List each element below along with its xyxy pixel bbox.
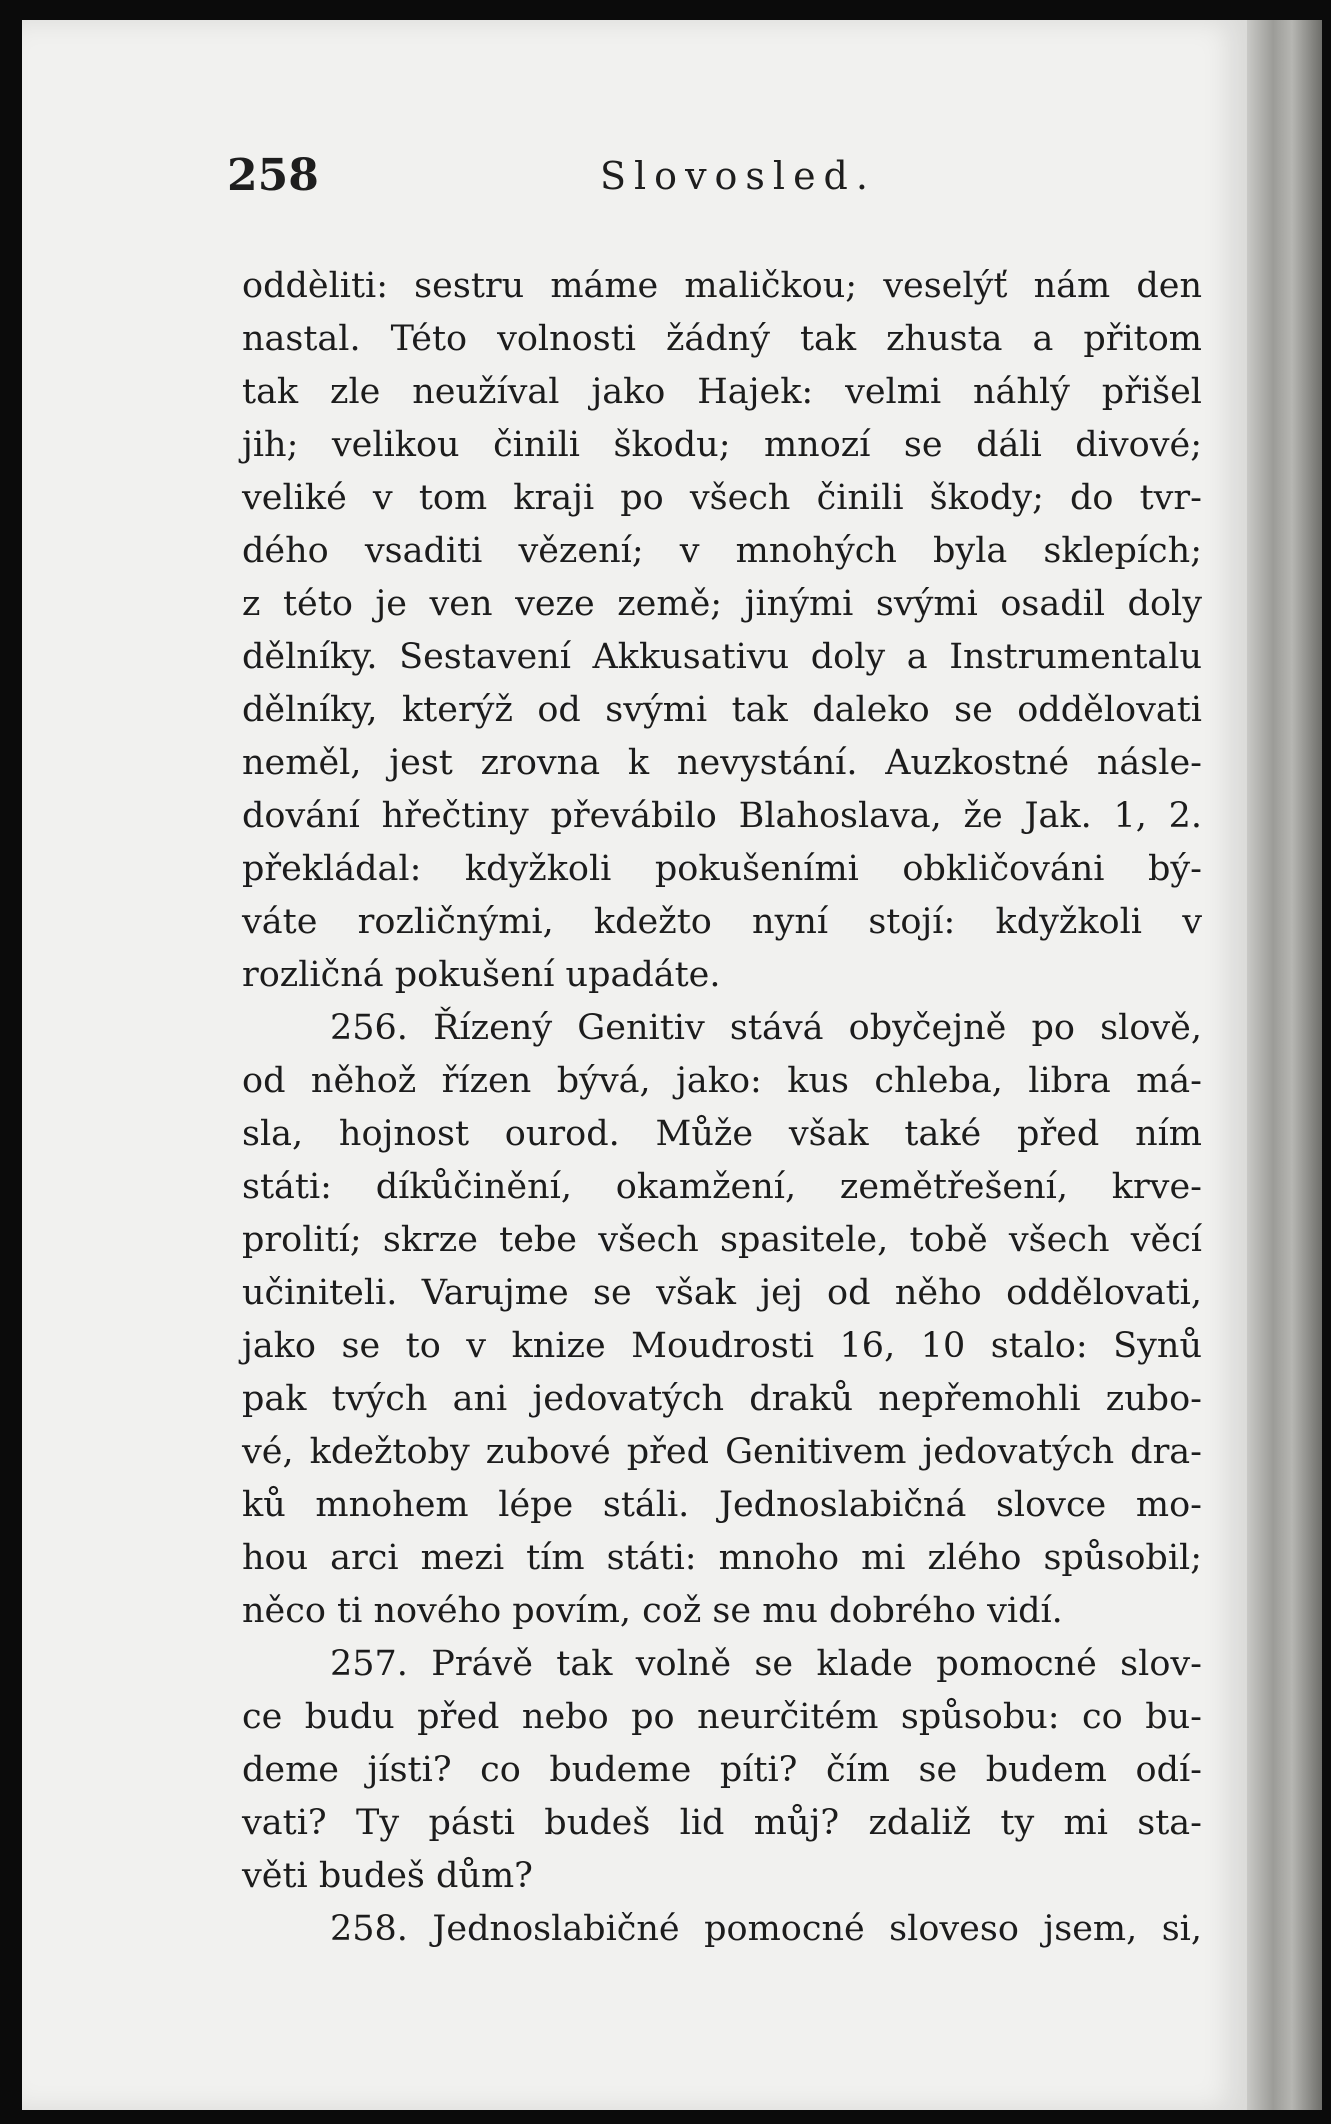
text-line: prolití; skrze tebe všech spasitele, tobě všech věcí: [242, 1220, 1202, 1260]
text-line: dování hřečtiny převábilo Blahoslava, že Jak. 1, 2.: [242, 796, 1202, 836]
text-line: jako se to v knize Moudrosti 16, 10 stalo: Synů: [242, 1326, 1202, 1366]
text-line: od něhož řízen bývá, jako: kus chleba, libra má-: [242, 1061, 1202, 1101]
text-line: něco ti nového povím, což se mu dobrého vidí.: [242, 1591, 1063, 1631]
page-number: 258: [227, 150, 319, 201]
text-line: vati? Ty pásti budeš lid můj? zdaliž ty mi sta-: [242, 1803, 1202, 1843]
text-line: z této je ven veze země; jinými svými osadil doly: [242, 584, 1202, 624]
text-line: dého vsaditi vězení; v mnohých byla sklepích;: [242, 531, 1202, 571]
text-line: jih; velikou činili škodu; mnozí se dáli divové;: [242, 425, 1202, 465]
text-line: sla, hojnost ourod. Může však také před ním: [242, 1114, 1202, 1154]
section-256-start: 256. Řízený Genitiv stává obyčejně po slově,: [330, 1008, 1202, 1048]
body-text: [242, 260, 1202, 1956]
text-line: veliké v tom kraji po všech činili škody; do tvr-: [242, 478, 1202, 518]
text-line: rozličná pokušení upadáte.: [242, 955, 721, 995]
text-line: nastal. Této volnosti žádný tak zhusta a přitom: [242, 319, 1202, 359]
section-257-start: 257. Právě tak volně se klade pomocné slov-: [330, 1644, 1202, 1684]
text-line: dělníky, kterýž od svými tak daleko se oddělovati: [242, 690, 1202, 730]
text-line: váte rozličnými, kdežto nyní stojí: kdyžkoli v: [242, 902, 1202, 942]
text-line: učiniteli. Varujme se však jej od něho oddělovati,: [242, 1273, 1202, 1313]
book-page: [22, 20, 1247, 2110]
text-line: ků mnohem lépe stáli. Jednoslabičná slovce mo-: [242, 1485, 1202, 1525]
text-line: oddèliti: sestru máme maličkou; veselýť nám den: [242, 266, 1202, 306]
text-line: deme jísti? co budeme píti? čím se budem odí-: [242, 1750, 1202, 1790]
page-header: [227, 150, 887, 210]
section-258-start: 258. Jednoslabičné pomocné sloveso jsem, si,: [330, 1909, 1202, 1949]
text-line: překládal: kdyžkoli pokušeními obkličováni bý-: [242, 849, 1202, 889]
text-line: vé, kdežtoby zubové před Genitivem jedovatých dra-: [242, 1432, 1202, 1472]
text-line: ce budu před nebo po neurčitém spůsobu: co bu-: [242, 1697, 1202, 1737]
text-line: pak tvých ani jedovatých draků nepřemohli zubo-: [242, 1379, 1202, 1419]
running-title: Slovosled.: [600, 154, 876, 198]
text-line: dělníky. Sestavení Akkusativu doly a Instrumentalu: [242, 637, 1202, 677]
text-line: hou arci mezi tím státi: mnoho mi zlého spůsobil;: [242, 1538, 1202, 1578]
text-line: věti budeš dům?: [242, 1856, 533, 1896]
text-line: neměl, jest zrovna k nevystání. Auzkostné násle-: [242, 743, 1202, 783]
book-spine-shadow: [1247, 20, 1322, 2110]
text-line: státi: díkůčinění, okamžení, zemětřešení, krve-: [242, 1167, 1202, 1207]
text-line: tak zle neužíval jako Hajek: velmi náhlý přišel: [242, 372, 1202, 412]
